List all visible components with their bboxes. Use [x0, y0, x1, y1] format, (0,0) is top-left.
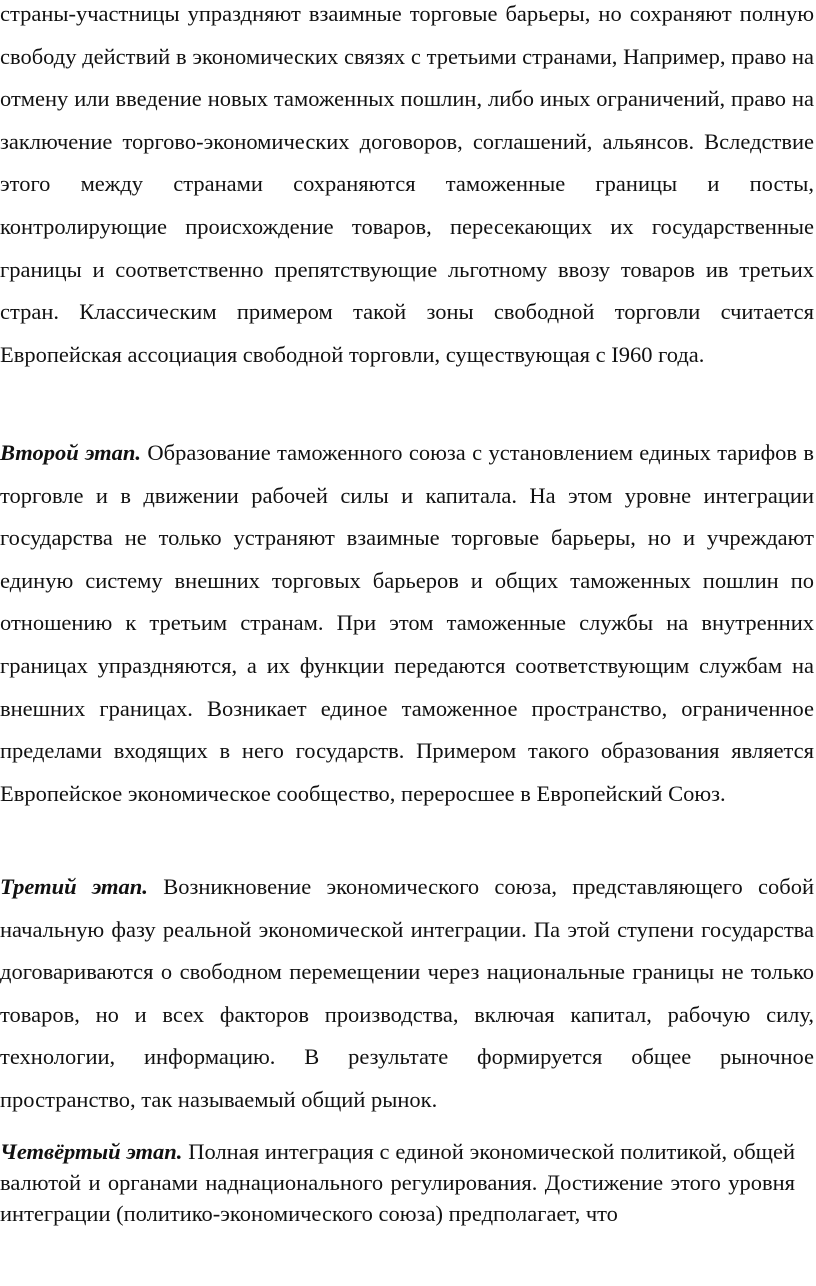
paragraph-text: Возникновение экономического союза, представляющего собой начальную фазу реальной экономической интеграции. Па этой ступени государства договариваются о свободном перемещении через национальные границы не только товаров, но и всех факторов производства, включая капитал, рабочую силу, технологии, информацию. В результате формируется общее рыночное пространство, так называемый общий рынок.	[0, 874, 814, 1112]
paragraph-text: Образование таможенного союза с установлением единых тарифов в торговле и в движении рабочей силы и капитала. На этом уровне интеграции государства не только устраняют взаимные торговые барьеры, но и учреждают единую систему внешних торговых барьеров и общих таможенных пошлин по отношению к третьим странам. При этом таможенные службы на внутренних границах упраздняются, а их функции передаются соответствующим службам на внешних границах. Возникает единое таможенное пространство, ограниченное пределами входящих в него государств. Примером такого образования является Европейское экономическое сообщество, переросшее в Европейский Союз.	[0, 440, 814, 806]
paragraph-third-stage	[0, 866, 814, 1122]
paragraph-fourth-stage	[0, 1136, 795, 1229]
paragraph-text: страны-участницы упраздняют взаимные торговые барьеры, но сохраняют полную свободу действий в экономических связях с третьими странами, Например, право на отмену или введение новых таможенных пошлин, либо иных ограничений, право на заключение торгово-экономических договоров, соглашений, альянсов. Вследствие этого между странами сохраняются таможенные границы и посты, контролирующие происхождение товаров, пересекающих их государственные границы и соответственно препятствующие льготному ввозу товаров ив третьих стран. Классическим примером такой зоны свободной торговли считается Европейская ассоциация свободной торговли, существующая с I960 года.	[0, 1, 814, 367]
stage-heading: Четвёртый этап.	[0, 1139, 183, 1164]
stage-heading: Второй этап.	[0, 440, 142, 465]
paragraph-text: Полная интеграция с единой экономической политикой, общей валютой и органами наднационального регулирования. Достижение этого уровня интеграции (политико-экономического союза) предполагает, что	[0, 1139, 795, 1226]
paragraph-second-stage	[0, 432, 814, 815]
stage-heading: Третий этап.	[0, 874, 148, 899]
paragraph-free-trade-zone	[0, 0, 814, 376]
